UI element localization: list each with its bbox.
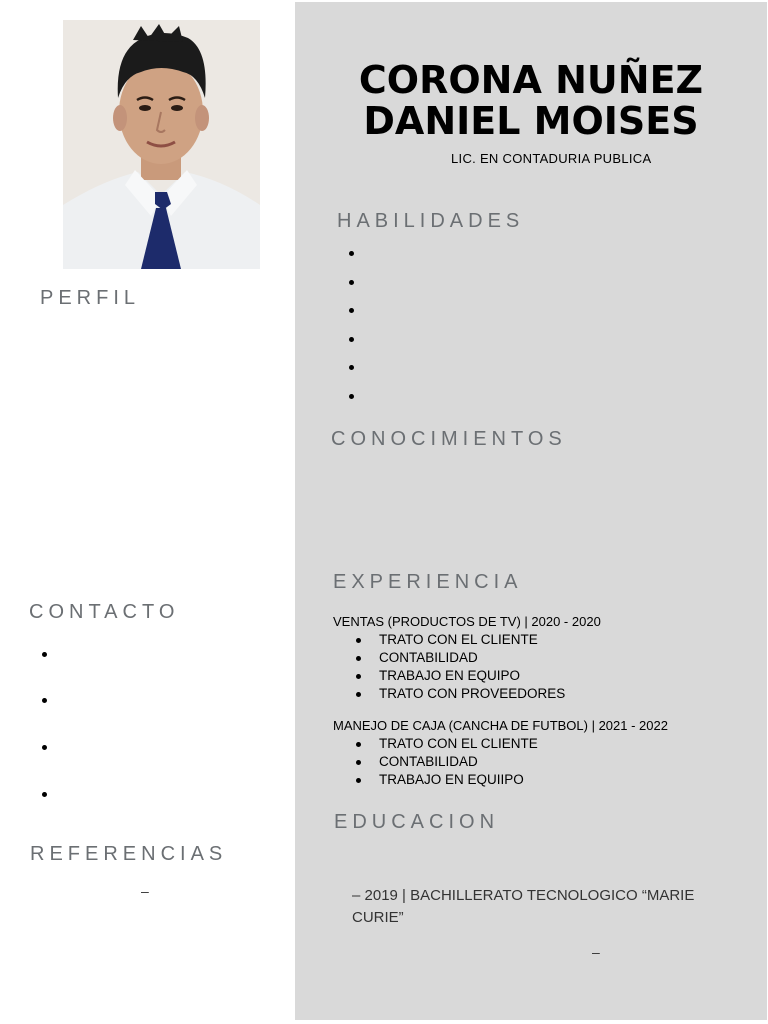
habilidad-bullet-6 bbox=[349, 394, 354, 399]
job-1-task: CONTABILIDAD bbox=[355, 649, 565, 667]
contacto-bullet-2 bbox=[42, 698, 47, 703]
job-2-task: TRATO CON EL CLIENTE bbox=[355, 735, 538, 753]
job-2-task: TRABAJO EN EQUIIPO bbox=[355, 771, 538, 789]
profile-photo bbox=[63, 20, 260, 269]
education-trailing-dash: – bbox=[592, 944, 600, 960]
job-1-task-list bbox=[355, 631, 565, 703]
habilidades-heading: HABILIDADES bbox=[337, 210, 525, 232]
job-2-task: CONTABILIDAD bbox=[355, 753, 538, 771]
habilidad-bullet-2 bbox=[349, 280, 354, 285]
educacion-heading: EDUCACION bbox=[334, 811, 500, 833]
contacto-heading: CONTACTO bbox=[29, 601, 180, 623]
perfil-heading: PERFIL bbox=[40, 287, 141, 309]
job-1-task: TRABAJO EN EQUIPO bbox=[355, 667, 565, 685]
contacto-bullet-1 bbox=[42, 652, 47, 657]
conocimientos-heading: CONOCIMIENTOS bbox=[331, 428, 567, 450]
name-line-1: CORONA NUÑEZ bbox=[358, 58, 704, 102]
education-entry: – 2019 | BACHILLERATO TECNOLOGICO “MARIE CURIE” bbox=[352, 887, 695, 926]
contacto-bullet-4 bbox=[42, 792, 47, 797]
contacto-bullet-3 bbox=[42, 745, 47, 750]
habilidad-bullet-1 bbox=[349, 251, 354, 256]
experiencia-heading: EXPERIENCIA bbox=[333, 571, 523, 593]
job-1-task: TRATO CON PROVEEDORES bbox=[355, 685, 565, 703]
job-header-2: MANEJO DE CAJA (CANCHA DE FUTBOL) | 2021 - 2022 bbox=[333, 718, 668, 733]
name-line-2: DANIEL MOISES bbox=[363, 99, 699, 143]
job-2-task-list bbox=[355, 735, 538, 789]
job-1-task: TRATO CON EL CLIENTE bbox=[355, 631, 565, 649]
profession-subtitle: LIC. EN CONTADURIA PUBLICA bbox=[451, 151, 652, 166]
habilidad-bullet-4 bbox=[349, 337, 354, 342]
referencias-heading: REFERENCIAS bbox=[30, 843, 228, 865]
job-header-1: VENTAS (PRODUCTOS DE TV) | 2020 - 2020 bbox=[333, 614, 601, 629]
referencias-dash: – bbox=[141, 883, 149, 899]
habilidad-bullet-5 bbox=[349, 365, 354, 370]
habilidad-bullet-3 bbox=[349, 308, 354, 313]
